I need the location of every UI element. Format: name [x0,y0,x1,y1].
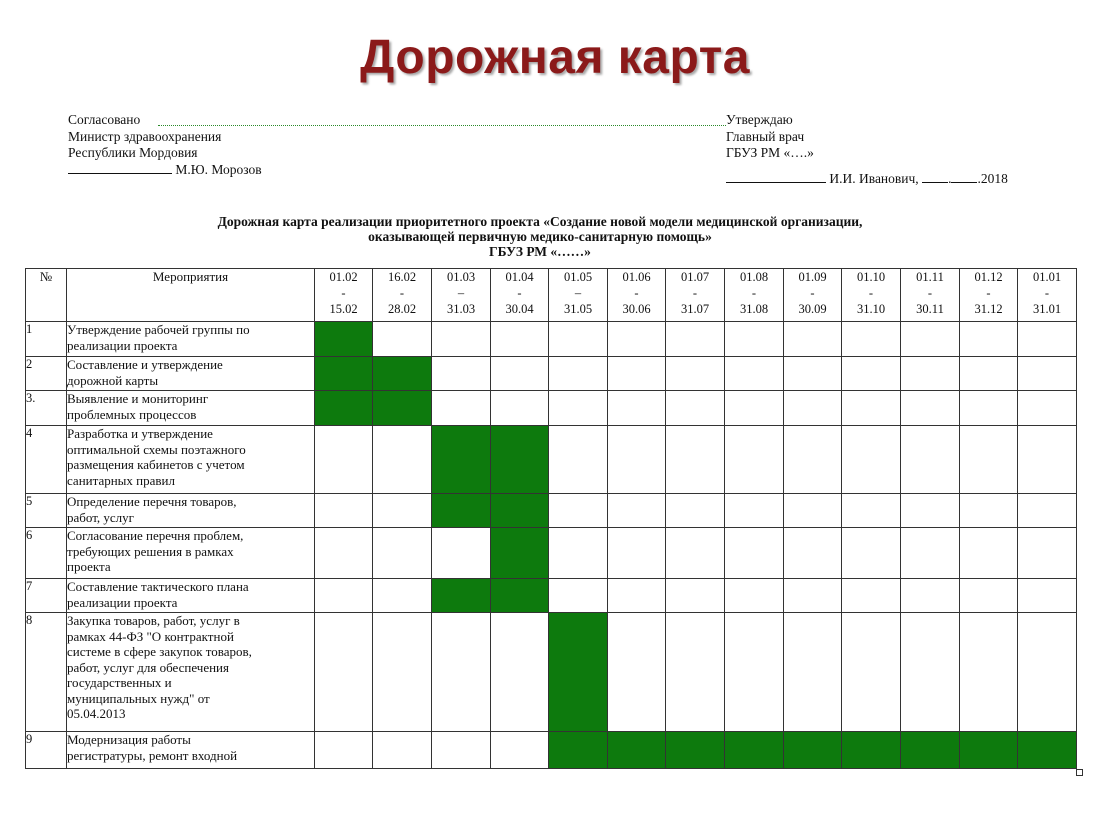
gantt-bar-cell [491,579,549,613]
resize-handle [1076,769,1083,776]
table-row [26,732,1077,769]
gantt-empty-cell [842,426,901,494]
activity-name [67,528,315,579]
doctor-signature: И.И. Иванович, . .2018 [726,171,1008,188]
gantt-bar-cell [549,732,608,769]
gantt-empty-cell [315,528,373,579]
gantt-empty-cell [901,426,960,494]
gantt-empty-cell [491,391,549,426]
activity-line: рамках 44-ФЗ "О контрактной [67,628,234,644]
period-from: 01.06 [622,270,651,284]
gantt-bar-cell [842,732,901,769]
period-header [1018,269,1077,322]
gantt-empty-cell [549,494,608,528]
day-blank [922,172,948,183]
table-row [26,579,1077,613]
period-sep: - [692,286,698,300]
period-to: 31.08 [739,302,769,316]
activity-line: работ, услуг для обеспечения [67,659,229,675]
gantt-empty-cell [608,426,666,494]
activity-line: Согласование перечня проблем, [67,528,244,543]
gantt-bar-cell [432,426,491,494]
activity-line: Определение перечня товаров, [67,494,237,509]
row-number: 1 [26,322,67,357]
gantt-empty-cell [549,579,608,613]
gantt-empty-cell [725,322,784,357]
gantt-empty-cell [608,357,666,391]
period-from: 01.11 [916,270,944,284]
gantt-empty-cell [960,494,1018,528]
activity-line: 05.04.2013 [67,706,126,721]
activity-line: требующих решения в рамках [67,543,234,559]
gantt-empty-cell [1018,391,1077,426]
period-to: 31.05 [563,302,593,316]
gantt-empty-cell [666,426,725,494]
row-number: 3. [26,391,67,426]
column-header-activities: Мероприятия [67,269,315,322]
gantt-empty-cell [315,613,373,732]
gantt-empty-cell [608,613,666,732]
gantt-empty-cell [315,579,373,613]
period-to: 30.04 [505,302,534,316]
minister-name: М.Ю. Морозов [175,161,262,177]
gantt-bar-cell [373,357,432,391]
activity-line: государственных и [67,675,172,690]
row-number: 8 [26,613,67,732]
gantt-empty-cell [432,391,491,426]
gantt-empty-cell [1018,357,1077,391]
gantt-empty-cell [1018,322,1077,357]
gantt-empty-cell [666,613,725,732]
gantt-empty-cell [901,322,960,357]
gantt-empty-cell [725,426,784,494]
gantt-bar-cell [666,732,725,769]
gantt-empty-cell [842,391,901,426]
activity-line: реализации проекта [67,594,178,610]
period-header [842,269,901,322]
gantt-bar-cell [901,732,960,769]
signature-blank [68,163,172,174]
period-to: 31.10 [856,302,886,316]
period-from: 01.09 [798,270,827,284]
gantt-empty-cell [725,613,784,732]
gantt-empty-cell [960,579,1018,613]
table-row [26,528,1077,579]
period-from: 01.12 [974,270,1003,284]
gantt-empty-cell [491,357,549,391]
period-sep: - [927,286,933,300]
approval-block-left [68,112,262,178]
period-sep: - [986,286,991,300]
period-from: 01.04 [505,270,534,284]
gantt-empty-cell [432,528,491,579]
period-header [901,269,960,322]
gantt-empty-cell [666,579,725,613]
slide-title: Дорожная карта [360,31,750,84]
gantt-bar-cell [373,391,432,426]
activity-line: санитарных правил [67,472,175,488]
approval-block-right [726,112,1008,187]
period-sep: - [810,286,815,300]
period-from: 01.10 [856,270,886,284]
gantt-empty-cell [491,732,549,769]
gantt-empty-cell [608,579,666,613]
republic-name: Республики Мордовия [68,145,198,160]
period-from: 01.02 [329,270,358,284]
gantt-empty-cell [901,357,960,391]
gantt-empty-cell [725,528,784,579]
gantt-empty-cell [373,732,432,769]
gantt-empty-cell [432,357,491,391]
period-sep: - [341,286,346,300]
signature-blank [726,172,826,183]
period-header [725,269,784,322]
gantt-empty-cell [725,357,784,391]
column-header-number: № [26,269,67,322]
gantt-empty-cell [549,322,608,357]
chief-doctor-title: Главный врач [726,128,805,144]
table-row [26,494,1077,528]
gantt-empty-cell [960,391,1018,426]
period-to: 31.12 [974,302,1003,316]
table-row [26,391,1077,426]
institution-name: ГБУЗ РМ «….» [726,145,814,160]
gantt-empty-cell [315,494,373,528]
period-header [608,269,666,322]
activity-line: Закупка товаров, работ, услуг в [67,613,240,628]
row-number: 9 [26,732,67,769]
activity-name [67,613,315,732]
period-sep: - [868,286,874,300]
document-title-line1: Дорожная карта реализации приоритетного проекта «Создание новой модели медицинской организации, [217,214,863,229]
gantt-empty-cell [901,528,960,579]
gantt-empty-cell [549,357,608,391]
period-header [432,269,491,322]
activity-line: работ, услуг [67,509,135,525]
period-from: 01.05 [563,270,593,284]
activity-line: Выявление и мониторинг [67,391,209,406]
gantt-empty-cell [549,426,608,494]
gantt-bar-cell [491,426,549,494]
gantt-empty-cell [1018,579,1077,613]
gantt-empty-cell [608,528,666,579]
gantt-empty-cell [432,732,491,769]
gantt-bar-cell [432,579,491,613]
gantt-empty-cell [784,579,842,613]
document-title [110,214,970,259]
activity-line: оптимальной схемы поэтажного [67,441,246,457]
gantt-empty-cell [842,494,901,528]
gantt-empty-cell [842,613,901,732]
gantt-empty-cell [608,494,666,528]
period-sep: - [517,286,522,300]
gantt-empty-cell [960,613,1018,732]
table-row [26,426,1077,494]
minister-signature [68,162,262,179]
activity-name [67,322,315,357]
gantt-bar-cell [608,732,666,769]
gantt-empty-cell [842,357,901,391]
gantt-empty-cell [960,426,1018,494]
gantt-empty-cell [842,528,901,579]
activity-name [67,494,315,528]
period-from: 01.08 [739,270,769,284]
period-to: 30.11 [916,302,944,316]
gantt-empty-cell [373,528,432,579]
gantt-empty-cell [901,494,960,528]
period-header [784,269,842,322]
gantt-empty-cell [784,391,842,426]
period-to: 31.07 [680,302,710,316]
gantt-bar-cell [432,494,491,528]
gantt-bar-cell [315,357,373,391]
row-number: 4 [26,426,67,494]
gantt-empty-cell [960,322,1018,357]
minister-title: Министр здравоохранения [68,128,222,144]
year: 2018 [980,170,1008,186]
table-row [26,322,1077,357]
activity-line: Составление тактического плана [67,579,249,594]
gantt-empty-cell [666,528,725,579]
gantt-empty-cell [842,579,901,613]
gantt-empty-cell [608,322,666,357]
period-sep: - [399,286,405,300]
period-sep: - [634,286,639,300]
period-sep: – [457,286,465,300]
gantt-empty-cell [432,322,491,357]
gantt-bar-cell [491,528,549,579]
month-blank [951,172,977,183]
gantt-empty-cell [315,732,373,769]
gantt-empty-cell [901,391,960,426]
period-to: 30.09 [798,302,827,316]
activity-line: Разработка и утверждение [67,426,213,441]
document-title-line3: ГБУЗ РМ «……» [489,244,591,259]
activity-name [67,579,315,613]
row-number: 6 [26,528,67,579]
gantt-empty-cell [373,494,432,528]
gantt-empty-cell [666,357,725,391]
period-to: 28.02 [387,302,417,316]
gantt-bar-cell [315,322,373,357]
period-header [960,269,1018,322]
activity-line: размещения кабинетов с учетом [67,457,245,472]
gantt-empty-cell [373,613,432,732]
gantt-empty-cell [608,391,666,426]
row-number: 5 [26,494,67,528]
gantt-bar-cell [960,732,1018,769]
approve-label: Утверждаю [726,112,793,127]
period-to: 31.01 [1032,302,1062,316]
gantt-empty-cell [373,322,432,357]
period-to: 30.06 [622,302,651,316]
gantt-empty-cell [549,528,608,579]
gantt-empty-cell [666,494,725,528]
period-to: 31.03 [446,302,476,316]
gantt-empty-cell [491,613,549,732]
period-from: 01.03 [446,270,476,284]
gantt-empty-cell [784,528,842,579]
activity-name [67,426,315,494]
period-to: 15.02 [329,302,358,316]
activity-line: Модернизация работы [67,732,191,747]
gantt-empty-cell [1018,426,1077,494]
activity-name [67,732,315,769]
activity-line: реализации проекта [67,337,178,353]
gantt-empty-cell [725,391,784,426]
gantt-empty-cell [666,391,725,426]
gantt-empty-cell [725,494,784,528]
table-row [26,357,1077,391]
gantt-empty-cell [784,357,842,391]
activity-line: дорожной карты [67,372,159,388]
period-header [666,269,725,322]
gantt-empty-cell [784,426,842,494]
activity-line: системе в сфере закупок товаров, [67,644,252,659]
gantt-empty-cell [1018,613,1077,732]
gantt-bar-cell [315,391,373,426]
gantt-bar-cell [784,732,842,769]
activity-name [67,391,315,426]
gantt-bar-cell [1018,732,1077,769]
activity-line: проекта [67,559,111,574]
document-title-line2: оказывающей первичную медико-санитарную помощь» [368,229,712,244]
activity-line: Утверждение рабочей группы по [67,322,250,337]
gantt-empty-cell [842,322,901,357]
roadmap-table [25,268,1077,769]
gantt-bar-cell [491,494,549,528]
gantt-empty-cell [960,528,1018,579]
gantt-empty-cell [1018,494,1077,528]
gantt-bar-cell [549,613,608,732]
period-sep: – [574,286,582,300]
gantt-empty-cell [901,613,960,732]
gantt-empty-cell [432,613,491,732]
period-sep: - [751,286,757,300]
gantt-bar-cell [725,732,784,769]
period-from: 01.01 [1032,270,1062,284]
gantt-empty-cell [784,494,842,528]
approved-label: Согласовано [68,112,141,127]
gantt-empty-cell [725,579,784,613]
activity-name [67,357,315,391]
table-row [26,613,1077,732]
gantt-empty-cell [784,613,842,732]
activity-line: регистратуры, ремонт входной [67,747,238,763]
gantt-empty-cell [666,322,725,357]
row-number: 7 [26,579,67,613]
row-number: 2 [26,357,67,391]
doctor-name: И.И. Иванович, [829,170,919,186]
period-header [549,269,608,322]
period-header [373,269,432,322]
period-from: 01.07 [680,270,710,284]
period-header [491,269,549,322]
period-sep: - [1044,286,1050,300]
gantt-empty-cell [373,579,432,613]
period-header [315,269,373,322]
activity-line: Составление и утверждение [67,357,223,372]
gantt-empty-cell [549,391,608,426]
period-from: 16.02 [387,270,417,284]
gantt-empty-cell [373,426,432,494]
activity-line: проблемных процессов [67,406,197,422]
gantt-empty-cell [315,426,373,494]
activity-line: муниципальных нужд" от [67,690,210,706]
gantt-empty-cell [491,322,549,357]
gantt-empty-cell [901,579,960,613]
gantt-empty-cell [960,357,1018,391]
gantt-empty-cell [784,322,842,357]
gantt-empty-cell [1018,528,1077,579]
